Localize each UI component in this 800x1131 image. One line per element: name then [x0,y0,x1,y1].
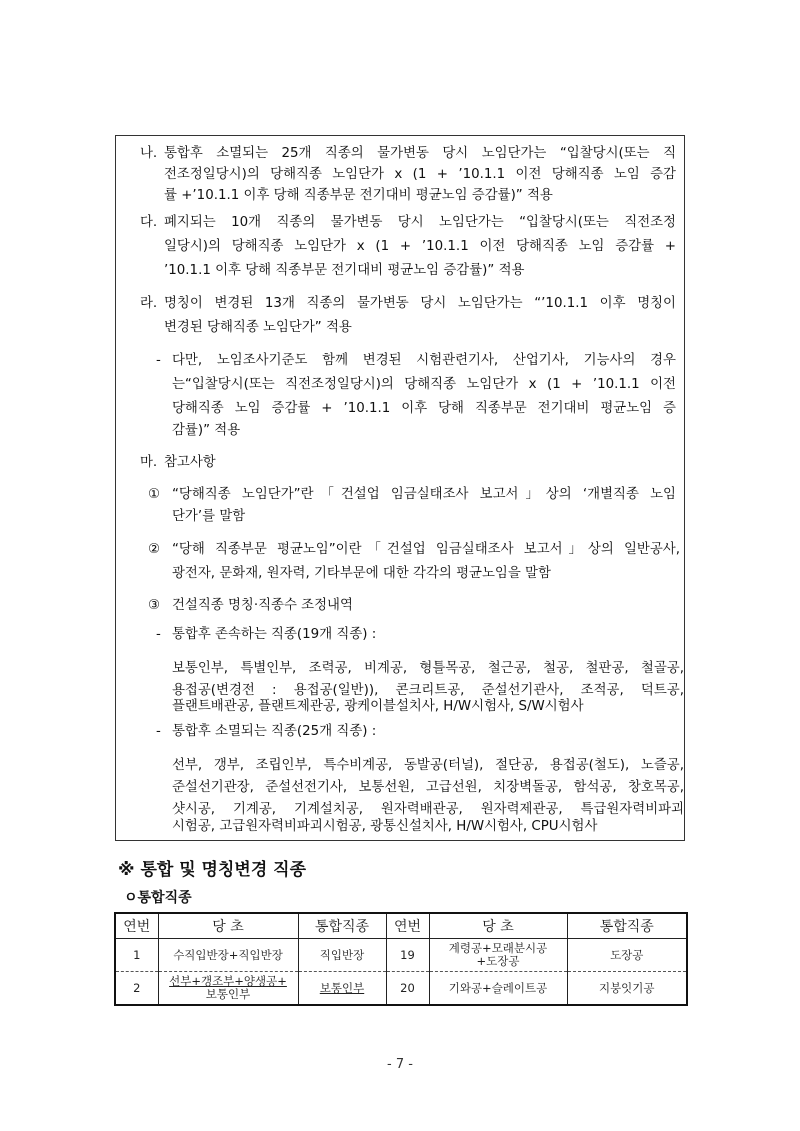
item-marker: 마. [140,455,158,470]
item-marker: 라. [140,296,158,311]
text-line: 명칭이 변경된 13개 직종의 물가변동 당시 노임단가는 “’10.1.1 이후 명칭이 [164,296,676,311]
job-list-line: 샷시공, 기계공, 기계설치공, 원자력배관공, 원자력제관공, 특급원자력비파괴 [172,802,684,817]
section-heading: ※ 통합 및 명칭변경 직종 [118,860,306,880]
text-line: 일당시)의 당해직종 노임단가 x (1 + ’10.1.1 이전 당해직종 노임 증감률 + [164,239,676,254]
item-marker: - [156,724,161,739]
item-marker: ③ [148,598,161,613]
cell-no: 19 [386,939,429,972]
item-marker: 나. [140,146,158,161]
subsection-heading: ㅇ통합직종 [124,890,192,906]
cell-merged: 도장공 [567,939,687,972]
cell-line: 보통인부 [205,987,251,1001]
item-marker: 다. [140,215,158,230]
section-title: 통합후 존속하는 직종(19개 직종) : [172,627,377,642]
cell-original [158,972,298,1006]
section-title: 건설직종 명칭·직종수 조정내역 [172,598,353,613]
job-list-line: 플랜트배관공, 플랜트제관공, 광케이블설치사, H/W시험사, S/W시험사 [172,699,584,714]
header-merged: 통합직종 [567,913,687,939]
cell-original [429,939,567,972]
item-marker: - [156,627,161,642]
cell-merged [298,972,386,1006]
header-original: 당 초 [429,913,567,939]
table-row [115,972,687,1006]
header-merged: 통합직종 [298,913,386,939]
page-number: - 7 - [387,1057,413,1072]
cell-no: 1 [115,939,158,972]
header-original: 당 초 [158,913,298,939]
cell-no: 2 [115,972,158,1006]
text-line: 률 +’10.1.1 이후 당해 직종부문 전기대비 평균노임 증감률)” 적용 [164,188,553,203]
section-title: 통합후 소멸되는 직종(25개 직종) : [172,724,377,739]
table-row [115,939,687,972]
cell-line: 계령공+모래분시공 [448,941,548,955]
cell-merged: 직입반장 [298,939,386,972]
cell-no: 20 [386,972,429,1006]
text-line: 단가’를 말함 [172,509,246,524]
text-line: 전조정일당시)의 당해직종 노임단가 x (1 + ’10.1.1 이전 당해직종 노임 증감 [164,167,676,182]
text-line: 감률)” 적용 [172,423,241,438]
item-marker: - [156,353,161,368]
job-list-line: 용접공(변경전 : 용접공(일반)), 콘크리트공, 준설선기관사, 조적공, 덕트공, [172,683,684,698]
cell-merged: 지붕잇기공 [567,972,687,1006]
text-line: 폐지되는 10개 직종의 물가변동 당시 노임단가는 “입찰당시(또는 직전조정 [164,215,676,230]
header-no: 연번 [115,913,158,939]
job-list-line: 보통인부, 특별인부, 조력공, 비계공, 형틀목공, 철근공, 철공, 철판공, 철골공, [172,661,684,676]
text-line: 통합후 소멸되는 25개 직종의 물가변동 당시 노임단가는 “입찰당시(또는 직 [164,146,676,161]
table-header-row [115,913,687,939]
cell-line: 선부+갱조부+양생공+ [169,974,287,988]
text-line: 변경된 당해직종 노임단가” 적용 [164,320,352,335]
text-line: “당해직종 노임단가”란「건설업 임금실태조사 보고서」상의 ‘개별직종 노임 [172,487,676,502]
text-line: ’10.1.1 이후 당해 직종부문 전기대비 평균노임 증감률)” 적용 [164,263,525,278]
cell-original: 수직입반장+직입반장 [158,939,298,972]
merged-jobs-table [114,912,688,1006]
text-line: 다만, 노임조사기준도 함께 변경된 시험관련기사, 산업기사, 기능사의 경우 [172,353,676,368]
job-list-line: 시험공, 고급원자력비파괴시험공, 광통신설치사, H/W시험사, CPU시험사 [172,819,598,834]
job-list-line: 준설선기관장, 준설선전기사, 보통선원, 고급선원, 치장벽돌공, 함석공, 창호목공, [172,780,684,795]
text-line: 광전자, 문화재, 원자력, 기타부문에 대한 각각의 평균노임을 말함 [172,566,551,581]
job-list-line: 선부, 갱부, 조립인부, 특수비계공, 동발공(터널), 절단공, 용접공(철도), 노즐공, [172,758,684,773]
text-line: 당해직종 노임 증감률 + ’10.1.1 이후 당해 직종부문 전기대비 평균노임 증 [172,401,676,416]
text-line: 는“입찰당시(또는 직전조정일당시)의 당해직종 노임단가 x (1 + ’10.1.1 이전 [172,377,676,392]
cell-line: +도장공 [476,954,520,968]
section-title: 참고사항 [164,455,216,470]
text-line: “당해 직종부문 평균노임”이란「건설업 임금실태조사 보고서」상의 일반공사, [172,542,680,557]
item-marker: ② [148,542,161,557]
header-no: 연번 [386,913,429,939]
item-marker: ① [148,487,161,502]
cell-value: 보통인부 [319,980,365,995]
cell-original: 기와공+슬레이트공 [429,972,567,1006]
